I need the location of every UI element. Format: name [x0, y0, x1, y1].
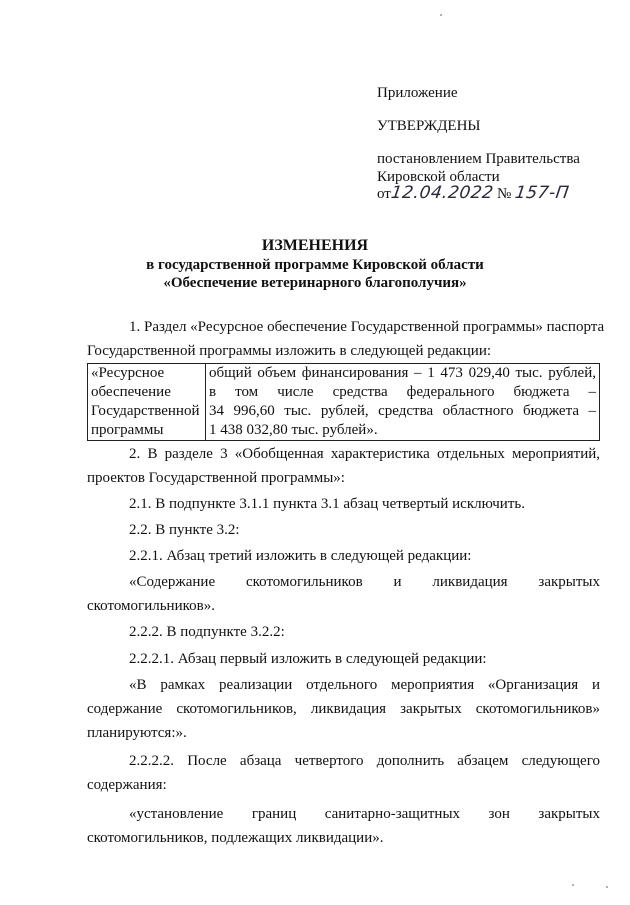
quote-1-line-2: скотомогильников». [87, 598, 215, 614]
handwritten-number: 157-П [513, 183, 571, 203]
quote-2-line-1: «В рамках реализации отдельного мероприятия «Организация и [129, 677, 600, 693]
table-label-line: Государственной [91, 403, 200, 419]
item-2-line-1: 2. В разделе 3 «Обобщенная характеристика отдельных мероприятий, [129, 446, 600, 462]
item-2-1: 2.1. В подпункте 3.1.1 пункта 3.1 абзац четвертый исключить. [129, 496, 525, 512]
table-row [88, 364, 600, 441]
table-value-line: общий объем финансирования – 1 473 029,40 тыс. рублей, [209, 365, 596, 381]
quote-3-line-1: «установление границ санитарно-защитных зон закрытых [129, 806, 600, 822]
item-2-2: 2.2. В пункте 3.2: [129, 522, 240, 538]
item-2-2-2-1: 2.2.2.1. Абзац первый изложить в следующей редакции: [129, 651, 487, 667]
doc-subtitle-line-2: «Обеспечение ветеринарного благополучия» [163, 275, 467, 291]
item-2-2-2-2-line-1: 2.2.2.2. После абзаца четвертого дополнить абзацем следующего [129, 753, 600, 769]
appendix-label: Приложение [377, 85, 458, 101]
scan-speck [606, 886, 608, 888]
quote-3-line-2: скотомогильников, подлежащих ликвидации». [87, 830, 384, 846]
resolution-line-1: постановлением Правительства [377, 151, 580, 167]
doc-subtitle-line-1: в государственной программе Кировской области [146, 257, 484, 273]
resolution-line-2: Кировской области [377, 169, 500, 185]
item-2-line-2: проектов Государственной программы»: [87, 470, 345, 486]
quote-1-line-1: «Содержание скотомогильников и ликвидация закрытых [129, 574, 600, 590]
handwritten-date: 12.04.2022 [389, 183, 495, 203]
resource-table [87, 363, 600, 441]
table-value-line: 34 996,60 тыс. рублей, средства областного бюджета – [209, 403, 596, 419]
item-1-line-2: Государственной программы изложить в следующей редакции: [87, 343, 492, 359]
table-cell-value [206, 364, 600, 441]
table-value-line: в том числе средства федерального бюджета – [209, 384, 596, 400]
item-1-line-1: 1. Раздел «Ресурсное обеспечение Государственной программы» паспорта [129, 319, 605, 335]
quote-2-line-3: планируются:». [87, 725, 187, 741]
table-label-line: «Ресурсное [91, 365, 165, 381]
resolution-date-line [377, 184, 569, 204]
table-label-line: обеспечение [91, 384, 171, 400]
approved-label: УТВЕРЖДЕНЫ [377, 118, 481, 134]
number-sign: № [496, 186, 512, 202]
item-2-2-2: 2.2.2. В подпункте 3.2.2: [129, 624, 285, 640]
doc-title: ИЗМЕНЕНИЯ [261, 237, 369, 254]
table-value-line: 1 438 032,80 тыс. рублей». [209, 422, 378, 438]
quote-2-line-2: содержание скотомогильников, ликвидация закрытых скотомогильников» [87, 701, 600, 717]
from-label: от [377, 186, 391, 202]
scan-speck [440, 14, 442, 16]
item-2-2-2-2-line-2: содержания: [87, 777, 167, 793]
table-label-line: программы [91, 422, 164, 438]
scan-speck [572, 884, 574, 886]
table-cell-label [88, 364, 206, 441]
item-2-2-1: 2.2.1. Абзац третий изложить в следующей редакции: [129, 548, 472, 564]
